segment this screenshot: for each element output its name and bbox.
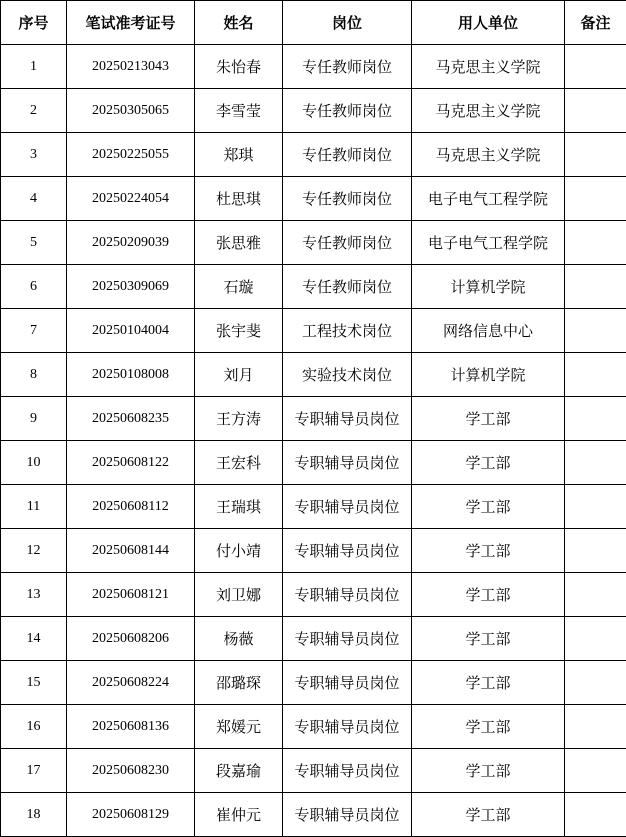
cell-employer: 学工部 bbox=[412, 617, 565, 661]
cell-name: 张思雅 bbox=[195, 221, 283, 265]
cell-position: 专职辅导员岗位 bbox=[283, 397, 412, 441]
cell-position: 专任教师岗位 bbox=[283, 133, 412, 177]
cell-employer: 学工部 bbox=[412, 529, 565, 573]
table-header-row bbox=[1, 1, 626, 45]
cell-remarks bbox=[565, 45, 626, 89]
cell-remarks bbox=[565, 441, 626, 485]
cell-name: 刘月 bbox=[195, 353, 283, 397]
cell-exam-id: 20250608206 bbox=[67, 617, 195, 661]
table-row bbox=[1, 485, 626, 529]
cell-name: 王宏科 bbox=[195, 441, 283, 485]
cell-position: 专职辅导员岗位 bbox=[283, 793, 412, 837]
cell-seq: 4 bbox=[1, 177, 67, 221]
cell-seq: 10 bbox=[1, 441, 67, 485]
cell-seq: 18 bbox=[1, 793, 67, 837]
cell-remarks bbox=[565, 265, 626, 309]
header-employer: 用人单位 bbox=[412, 1, 565, 45]
cell-position: 专职辅导员岗位 bbox=[283, 661, 412, 705]
cell-remarks bbox=[565, 309, 626, 353]
header-remarks: 备注 bbox=[565, 1, 626, 45]
cell-remarks bbox=[565, 529, 626, 573]
cell-exam-id: 20250213043 bbox=[67, 45, 195, 89]
cell-seq: 14 bbox=[1, 617, 67, 661]
cell-remarks bbox=[565, 793, 626, 837]
cell-exam-id: 20250108008 bbox=[67, 353, 195, 397]
cell-seq: 3 bbox=[1, 133, 67, 177]
cell-name: 邵璐琛 bbox=[195, 661, 283, 705]
table-row bbox=[1, 177, 626, 221]
cell-position: 专职辅导员岗位 bbox=[283, 441, 412, 485]
cell-seq: 9 bbox=[1, 397, 67, 441]
table-row bbox=[1, 309, 626, 353]
cell-name: 付小靖 bbox=[195, 529, 283, 573]
cell-remarks bbox=[565, 485, 626, 529]
cell-exam-id: 20250608230 bbox=[67, 749, 195, 793]
header-exam-id: 笔试准考证号 bbox=[67, 1, 195, 45]
cell-remarks bbox=[565, 397, 626, 441]
cell-name: 崔仲元 bbox=[195, 793, 283, 837]
cell-remarks bbox=[565, 573, 626, 617]
cell-employer: 电子电气工程学院 bbox=[412, 221, 565, 265]
cell-seq: 1 bbox=[1, 45, 67, 89]
cell-seq: 15 bbox=[1, 661, 67, 705]
cell-position: 专职辅导员岗位 bbox=[283, 749, 412, 793]
table-row bbox=[1, 221, 626, 265]
cell-exam-id: 20250224054 bbox=[67, 177, 195, 221]
cell-employer: 马克思主义学院 bbox=[412, 133, 565, 177]
cell-remarks bbox=[565, 617, 626, 661]
header-seq: 序号 bbox=[1, 1, 67, 45]
cell-employer: 学工部 bbox=[412, 573, 565, 617]
cell-seq: 7 bbox=[1, 309, 67, 353]
cell-position: 专职辅导员岗位 bbox=[283, 529, 412, 573]
cell-employer: 马克思主义学院 bbox=[412, 45, 565, 89]
cell-employer: 计算机学院 bbox=[412, 265, 565, 309]
table-row bbox=[1, 45, 626, 89]
cell-seq: 16 bbox=[1, 705, 67, 749]
cell-position: 实验技术岗位 bbox=[283, 353, 412, 397]
cell-seq: 5 bbox=[1, 221, 67, 265]
cell-name: 杨薇 bbox=[195, 617, 283, 661]
table-body bbox=[1, 45, 626, 837]
table-row bbox=[1, 265, 626, 309]
cell-remarks bbox=[565, 133, 626, 177]
cell-employer: 学工部 bbox=[412, 397, 565, 441]
table-row bbox=[1, 89, 626, 133]
cell-exam-id: 20250608136 bbox=[67, 705, 195, 749]
cell-position: 专职辅导员岗位 bbox=[283, 617, 412, 661]
cell-name: 朱怡春 bbox=[195, 45, 283, 89]
cell-name: 郑琪 bbox=[195, 133, 283, 177]
cell-remarks bbox=[565, 749, 626, 793]
table-row bbox=[1, 573, 626, 617]
table-row bbox=[1, 793, 626, 837]
cell-position: 专任教师岗位 bbox=[283, 89, 412, 133]
cell-name: 王方涛 bbox=[195, 397, 283, 441]
cell-exam-id: 20250209039 bbox=[67, 221, 195, 265]
cell-employer: 网络信息中心 bbox=[412, 309, 565, 353]
table-row bbox=[1, 705, 626, 749]
cell-exam-id: 20250608112 bbox=[67, 485, 195, 529]
cell-employer: 计算机学院 bbox=[412, 353, 565, 397]
header-name: 姓名 bbox=[195, 1, 283, 45]
table-row bbox=[1, 529, 626, 573]
cell-remarks bbox=[565, 89, 626, 133]
cell-exam-id: 20250608224 bbox=[67, 661, 195, 705]
cell-exam-id: 20250225055 bbox=[67, 133, 195, 177]
cell-position: 专职辅导员岗位 bbox=[283, 573, 412, 617]
cell-name: 石璇 bbox=[195, 265, 283, 309]
cell-exam-id: 20250608235 bbox=[67, 397, 195, 441]
cell-remarks bbox=[565, 661, 626, 705]
cell-exam-id: 20250104004 bbox=[67, 309, 195, 353]
cell-position: 专职辅导员岗位 bbox=[283, 705, 412, 749]
table-row bbox=[1, 617, 626, 661]
cell-name: 段嘉瑜 bbox=[195, 749, 283, 793]
cell-exam-id: 20250608144 bbox=[67, 529, 195, 573]
cell-position: 专职辅导员岗位 bbox=[283, 485, 412, 529]
cell-employer: 学工部 bbox=[412, 793, 565, 837]
cell-name: 刘卫娜 bbox=[195, 573, 283, 617]
cell-seq: 12 bbox=[1, 529, 67, 573]
table-row bbox=[1, 661, 626, 705]
cell-employer: 学工部 bbox=[412, 749, 565, 793]
cell-employer: 学工部 bbox=[412, 441, 565, 485]
cell-name: 李雪莹 bbox=[195, 89, 283, 133]
cell-employer: 马克思主义学院 bbox=[412, 89, 565, 133]
cell-remarks bbox=[565, 353, 626, 397]
cell-exam-id: 20250305065 bbox=[67, 89, 195, 133]
cell-seq: 6 bbox=[1, 265, 67, 309]
cell-exam-id: 20250608129 bbox=[67, 793, 195, 837]
cell-position: 专任教师岗位 bbox=[283, 265, 412, 309]
cell-name: 郑媛元 bbox=[195, 705, 283, 749]
table-row bbox=[1, 133, 626, 177]
table-row bbox=[1, 353, 626, 397]
cell-position: 工程技术岗位 bbox=[283, 309, 412, 353]
cell-remarks bbox=[565, 221, 626, 265]
cell-exam-id: 20250608121 bbox=[67, 573, 195, 617]
cell-employer: 学工部 bbox=[412, 661, 565, 705]
cell-exam-id: 20250608122 bbox=[67, 441, 195, 485]
cell-name: 张宇斐 bbox=[195, 309, 283, 353]
cell-employer: 学工部 bbox=[412, 485, 565, 529]
cell-name: 王瑞琪 bbox=[195, 485, 283, 529]
cell-position: 专任教师岗位 bbox=[283, 45, 412, 89]
cell-employer: 电子电气工程学院 bbox=[412, 177, 565, 221]
header-position: 岗位 bbox=[283, 1, 412, 45]
cell-seq: 13 bbox=[1, 573, 67, 617]
cell-seq: 17 bbox=[1, 749, 67, 793]
cell-remarks bbox=[565, 705, 626, 749]
cell-name: 杜思琪 bbox=[195, 177, 283, 221]
cell-seq: 8 bbox=[1, 353, 67, 397]
cell-position: 专任教师岗位 bbox=[283, 177, 412, 221]
table-row bbox=[1, 441, 626, 485]
cell-seq: 11 bbox=[1, 485, 67, 529]
cell-remarks bbox=[565, 177, 626, 221]
cell-position: 专任教师岗位 bbox=[283, 221, 412, 265]
cell-employer: 学工部 bbox=[412, 705, 565, 749]
table-row bbox=[1, 749, 626, 793]
table-row bbox=[1, 397, 626, 441]
cell-seq: 2 bbox=[1, 89, 67, 133]
cell-exam-id: 20250309069 bbox=[67, 265, 195, 309]
